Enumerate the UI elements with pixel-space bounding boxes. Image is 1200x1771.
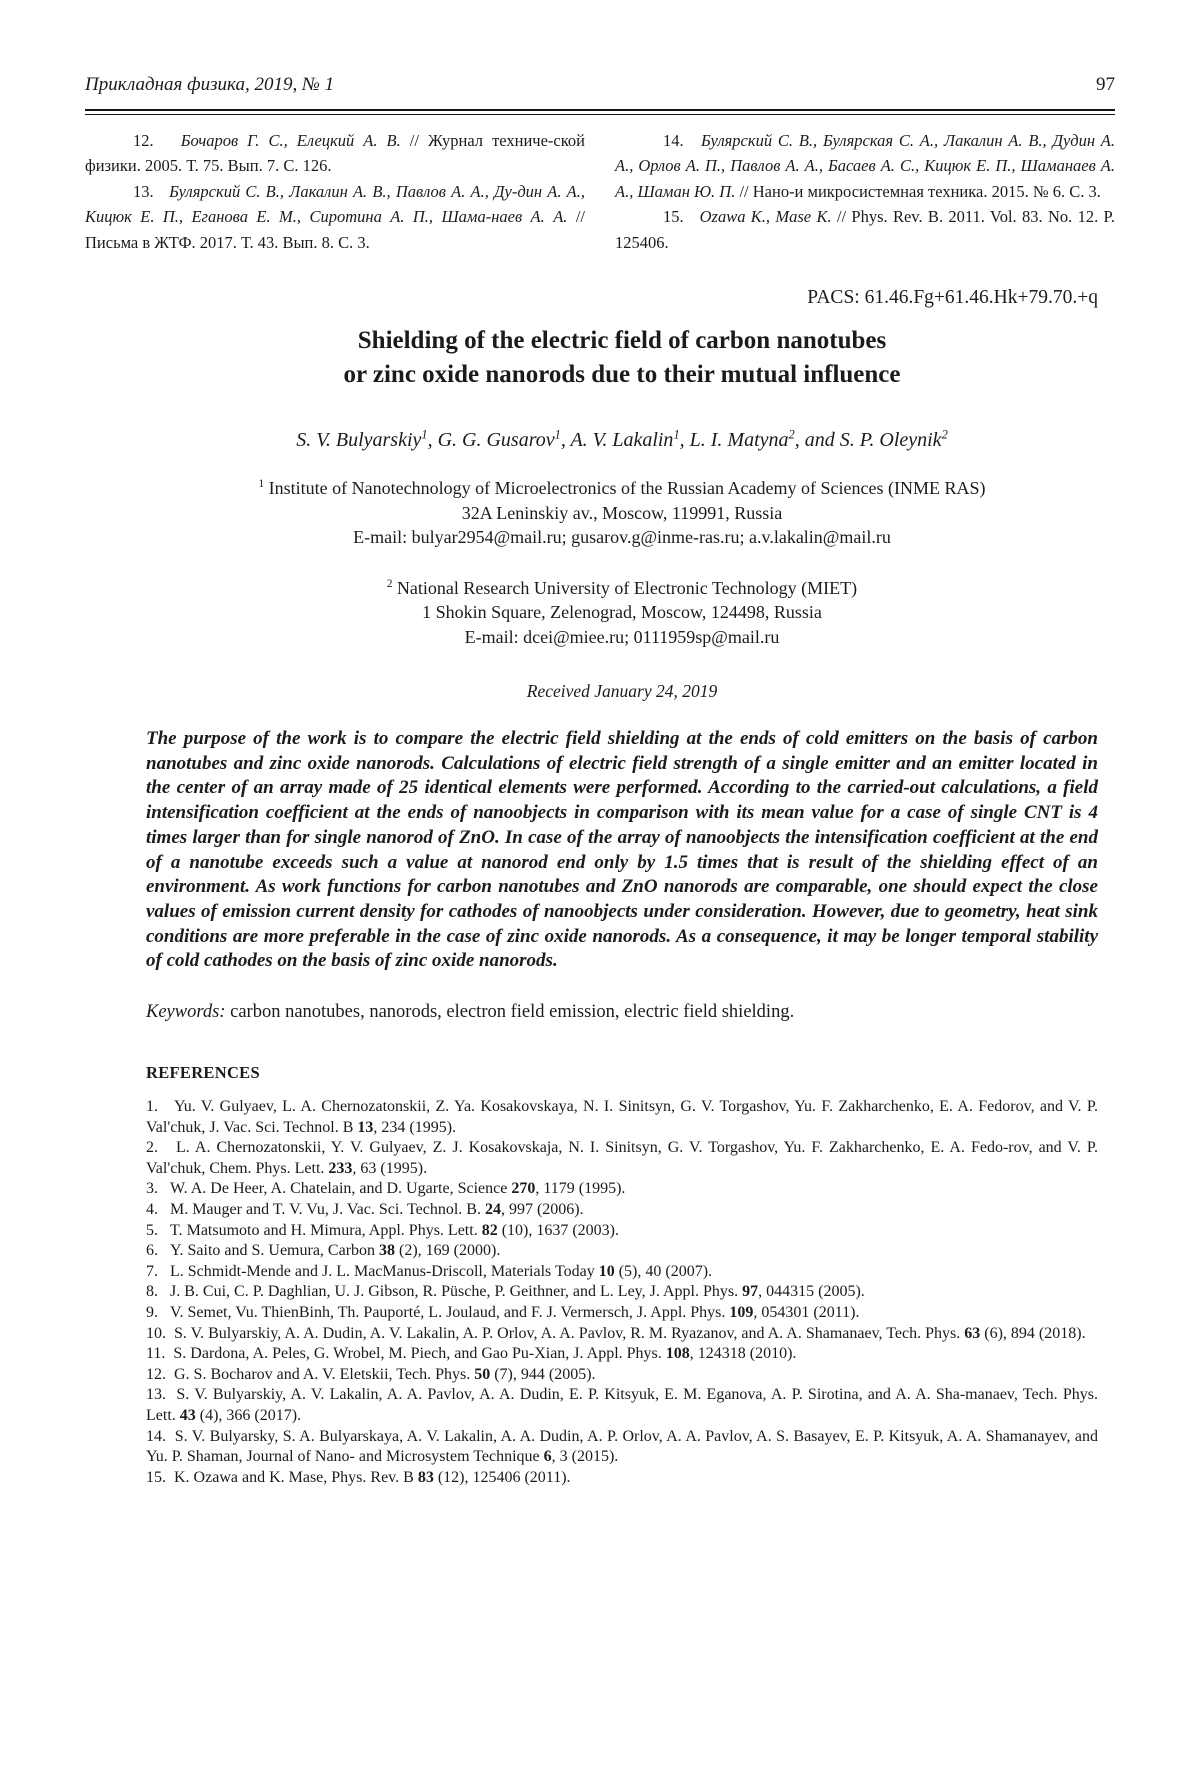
header-rule: [85, 109, 1115, 115]
reference-item: 15. K. Ozawa and K. Mase, Phys. Rev. B 83 (12), 125406 (2011).: [146, 1468, 571, 1486]
reference-item: 12. Бочаров Г. С., Елецкий А. В. // Журнал техниче-ской физики. 2005. Т. 75. Вып. 7. С. 126.: [85, 130, 585, 175]
article-title-line2: or zinc oxide nanorods due to their mutual influence: [343, 361, 901, 388]
reference-item: 15. Ozawa K., Mase K. // Phys. Rev. B. 2011. Vol. 83. No. 12. P. 125406.: [615, 207, 1116, 252]
article-title: [146, 324, 1098, 392]
affiliation-2-address: 1 Shokin Square, Zelenograd, Moscow, 124498, Russia: [422, 602, 822, 622]
reference-item: 7. L. Schmidt-Mende and J. L. MacManus-Driscoll, Materials Today 10 (5), 40 (2007).: [146, 1262, 713, 1280]
reference-item: 13. Булярский С. В., Лакалин А. В., Павлов А. А., Ду-дин А. А., Кицюк Е. П., Еганова Е. М., Сиротина А. П., Шама-наев А. А. // Письма в ЖТФ. 2017. Т. 43. Вып. 8. С. 3.: [85, 181, 586, 252]
reference-item: 10. S. V. Bulyarskiy, A. A. Dudin, A. V. Lakalin, A. P. Orlov, A. A. Pavlov, R. M. Ryazanov, and A. A. Shamanaev, Tech. Phys. 63 (6), 894 (2018).: [146, 1324, 1086, 1342]
pacs-line: PACS: 61.46.Fg+61.46.Hk+79.70.+q: [807, 287, 1098, 308]
abstract: The purpose of the work is to compare the electric field shielding at the ends of cold emitters on the basis of carbon nanotubes and zinc oxide nanorods. Calculations of electric field strength of a single emitter and an emitter located in the center of an array made of 25 identical elements were performed. According to the carried-out calculations, a field intensification coefficient at the ends of nanoobjects in comparison with its mean value for a case of single CNT is 4 times larger than for single nanorod of ZnO. In case of the array of nanoobjects the intensification coefficient at the end of a nanotube exceeds such a value at nanorod end only by 1.5 times that is result of the shielding effect of an environment. As work functions for carbon nanotubes and ZnO nanorods are comparable, one should expect the close values of emission current density for cathodes of nanoobjects under consideration. However, due to geometry, heat sink conditions are more preferable in the case of zinc oxide nanorods. As a consequence, it may be longer temporal stability of cold cathodes on the basis of zinc oxide nanorods.: [146, 728, 1098, 972]
affiliation-1: [146, 476, 1098, 550]
page-number: 97: [1096, 74, 1115, 95]
article-body: [146, 287, 1098, 1488]
reference-item: 5. T. Matsumoto and H. Mimura, Appl. Phys. Lett. 82 (10), 1637 (2003).: [146, 1221, 619, 1239]
reference-item: 13. S. V. Bulyarskiy, A. V. Lakalin, A. A. Pavlov, A. A. Dudin, E. P. Kitsyuk, E. M. Eganova, A. P. Sirotina, and A. A. Sha-manaev, Tech. Phys. Lett. 43 (4), 366 (2017).: [146, 1386, 1098, 1424]
journal-page: [0, 74, 1200, 1771]
reference-item: 1. Yu. V. Gulyaev, L. A. Chernozatonskii, Z. Ya. Kosakovskaya, N. I. Sinitsyn, G. V. Torgashov, Yu. F. Zakharchenko, E. A. Fedorov, and V. P. Val'chuk, J. Vac. Sci. Technol. B 13, 234 (1995).: [146, 1098, 1098, 1136]
affiliation-2-email: E-mail: dcei@miee.ru; 0111959sp@mail.ru: [464, 626, 780, 647]
affiliation-1-name: $^1$ Institute of Nanotechnology of Microelectronics of the Russian Academy of Sciences (INME RAS): [258, 478, 986, 498]
reference-item: 14. Булярский С. В., Булярская С. А., Лакалин А. В., Дудин А. А., Орлов А. П., Павлов А. А., Басаев А. С., Кицюк Е. П., Шаманаев А. А., Шаман Ю. П. // Нано-и микросистемная техника. 2015. № 6. С. 3.: [615, 130, 1116, 201]
journal-name: Прикладная физика, 2019, № 1: [85, 74, 335, 95]
affiliation-1-email: E-mail: bulyar2954@mail.ru; gusarov.g@inme-ras.ru; a.v.lakalin@mail.ru: [353, 527, 891, 547]
references-list: [146, 1097, 1098, 1488]
reference-item: 12. G. S. Bocharov and A. V. Eletskii, Tech. Phys. 50 (7), 944 (2005).: [146, 1365, 596, 1383]
reference-item: 3. W. A. De Heer, A. Chatelain, and D. Ugarte, Science 270, 1179 (1995).: [146, 1180, 626, 1198]
reference-item: 11. S. Dardona, A. Peles, G. Wrobel, M. Piech, and Gao Pu-Xian, J. Appl. Phys. 108, 124318 (2010).: [146, 1345, 797, 1363]
carryover-references-right-column: [615, 128, 1115, 256]
affiliation-2: [146, 576, 1098, 650]
received-line: Received January 24, 2019: [526, 681, 718, 701]
affiliation-1-address: 32A Leninskiy av., Moscow, 119991, Russia: [461, 502, 783, 523]
reference-item: 4. M. Mauger and T. V. Vu, J. Vac. Sci. Technol. B. 24, 997 (2006).: [146, 1201, 584, 1218]
reference-item: 8. J. B. Cui, C. P. Daghlian, U. J. Gibson, R. Püsche, P. Geithner, and L. Ley, J. Appl. Phys. 97, 044315 (2005).: [146, 1283, 865, 1301]
reference-item: 2. L. A. Chernozatonskii, Y. V. Gulyaev, Z. J. Kosakovskaja, N. I. Sinitsyn, G. V. Torgashov, Yu. F. Zakharchenko, E. A. Fedo-rov, and V. P. Val'chuk, Chem. Phys. Lett. 233, 63 (1995).: [146, 1139, 1098, 1177]
references-heading: REFERENCES: [146, 1063, 260, 1083]
keywords-line: Keywords: carbon nanotubes, nanorods, electron field emission, electric field shielding.: [146, 1002, 795, 1023]
reference-item: 9. V. Semet, Vu. ThienBinh, Th. Pauporté, L. Joulaud, and F. J. Vermersch, J. Appl. Phys. 109, 054301 (2011).: [146, 1303, 860, 1321]
article-title-line1: Shielding of the electric field of carbon nanotubes: [357, 327, 887, 354]
affiliation-2-name: $^2$ National Research University of Electronic Technology (MIET): [386, 577, 858, 598]
carryover-references: [85, 128, 1115, 256]
reference-item: 14. S. V. Bulyarsky, S. A. Bulyarskaya, A. V. Lakalin, A. A. Dudin, A. P. Orlov, A. A. Pavlov, A. S. Basayev, E. P. Kitsyuk, A. A. Shamanayev, and Yu. P. Shaman, Journal of Nano- and Microsystem Technique 6, 3 (2015).: [146, 1427, 1098, 1466]
running-header: [85, 74, 1115, 96]
carryover-references-left-column: [85, 128, 585, 256]
authors-line: S. V. Bulyarskiy$^1$, G. G. Gusarov$^1$, A. V. Lakalin$^1$, L. I. Matyna$^2$, and S. P. Oleynik$^2$: [296, 427, 948, 451]
reference-item: 6. Y. Saito and S. Uemura, Carbon 38 (2), 169 (2000).: [146, 1242, 501, 1260]
